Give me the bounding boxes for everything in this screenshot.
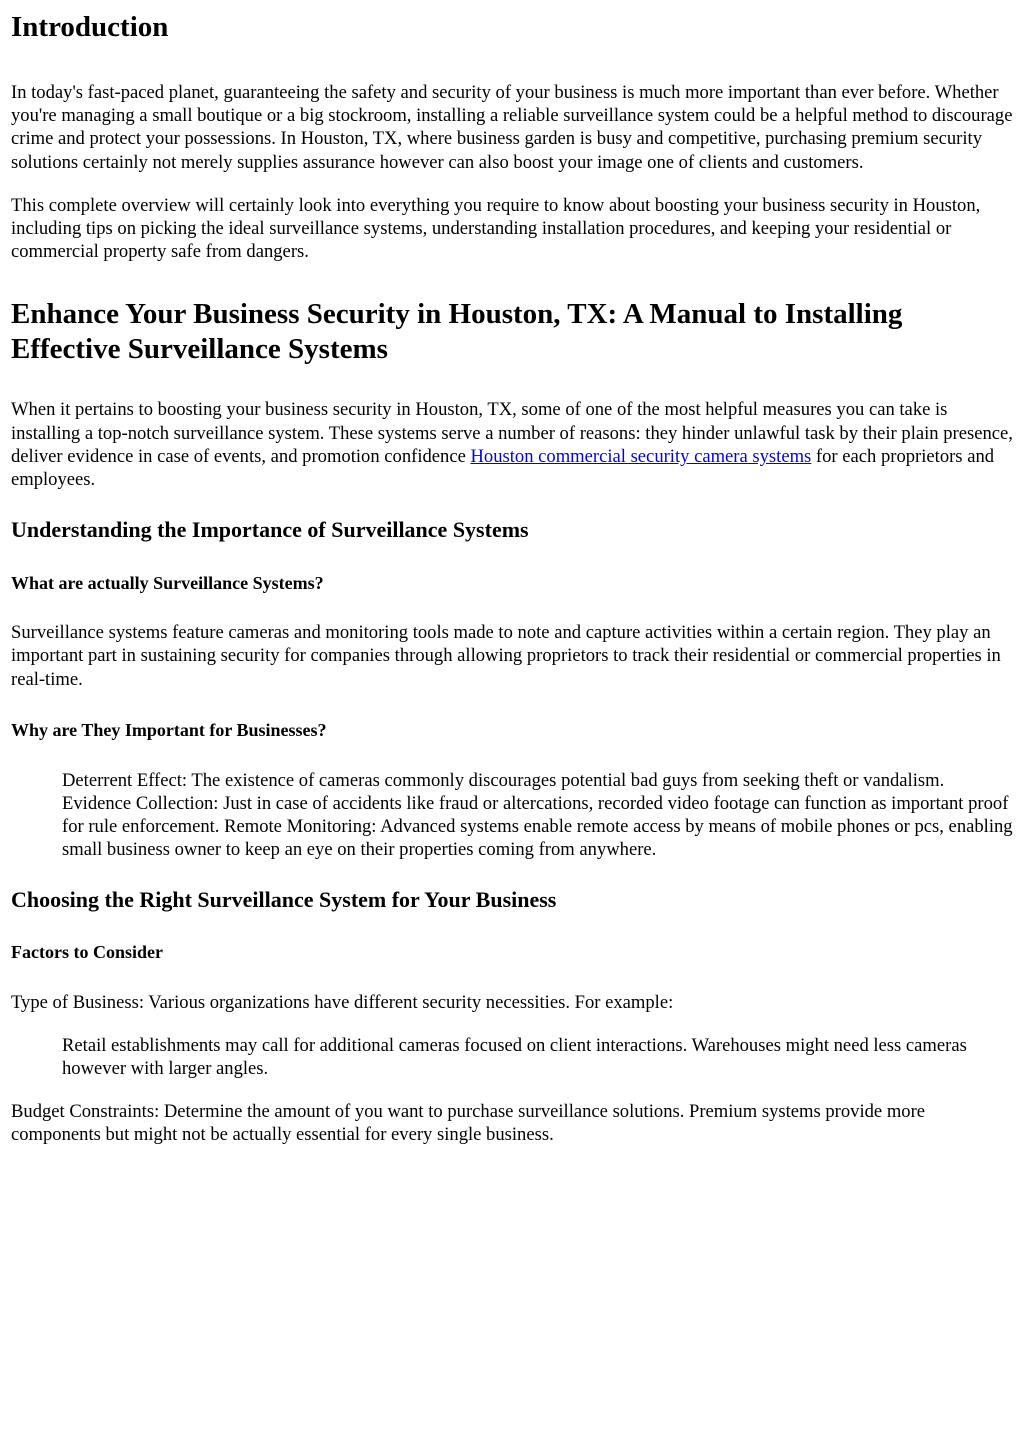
document-page xyxy=(0,10,1024,1456)
understanding-importance-heading: Understanding the Importance of Surveillance Systems xyxy=(11,517,529,543)
type-of-business-paragraph: Type of Business: Various organizations have different security necessities. For example: xyxy=(11,991,674,1013)
intro-paragraph-1: In today's fast-paced planet, guaranteeing the safety and security of your business is much more important than ever before. Whether you're managing a small boutique or a big stockroom, installing a reliable surveillance system could be a helpful method to discourage crime and protect your possessions. In Houston, TX, where business garden is busy and competitive, purchasing premium security solutions certainly not merely supplies assurance however can also boost your image one of clients and customers. xyxy=(11,82,1013,173)
why-important-list: Deterrent Effect: The existence of cameras commonly discourages potential bad guys from seeking theft or vandalism. Evidence Collection: Just in case of accidents like fraud or altercations, recorded video footage can function as important proof for rule enforcement. Remote Monitoring: Advanced systems enable remote access by means of mobile phones or pcs, enabling small business owner to keep an eye on their properties coming from anywhere. xyxy=(62,769,1013,861)
what-are-surveillance-heading: What are actually Surveillance Systems? xyxy=(11,573,324,594)
houston-security-camera-link[interactable]: Houston commercial security camera systems xyxy=(470,445,812,467)
enhance-paragraph xyxy=(11,398,1013,491)
introduction-heading: Introduction xyxy=(11,11,169,43)
intro-paragraph-2: This complete overview will certainly look into everything you require to know about boosting your business security in Houston, including tips on picking the ideal surveillance systems, understanding installation procedures, and keeping your residential or commercial property safe from dangers. xyxy=(11,194,981,263)
choosing-system-heading: Choosing the Right Surveillance System for Your Business xyxy=(11,886,557,912)
enhance-text-after-link: for each proprietors and employees. xyxy=(11,445,995,491)
budget-constraints-paragraph: Budget Constraints: Determine the amount of you want to purchase surveillance solutions. Premium systems provide more components but might not be actually essential for every single business. xyxy=(11,1101,926,1146)
why-important-heading: Why are They Important for Businesses? xyxy=(11,719,327,740)
factors-heading: Factors to Consider xyxy=(11,941,163,962)
enhance-text-before-link: When it pertains to boosting your business security in Houston, TX, some of one of the most helpful measures you can take is installing a top-notch surveillance system. These systems serve a number of reasons: they hinder unlawful task by their plain presence, deliver evidence in case of events, and promotion confidence xyxy=(11,399,1013,467)
retail-warehouse-list: Retail establishments may call for additional cameras focused on client interactions. Warehouses might need less cameras however with larger angles. xyxy=(62,1034,967,1080)
enhance-security-heading: Enhance Your Business Security in Houston, TX: A Manual to Installing Effective Surveillance Systems xyxy=(11,298,903,366)
what-are-surveillance-paragraph: Surveillance systems feature cameras and monitoring tools made to note and capture activities within a certain region. They play an important part in sustaining security for companies through allowing proprietors to track their residential or commercial properties in real-time. xyxy=(11,622,1001,690)
